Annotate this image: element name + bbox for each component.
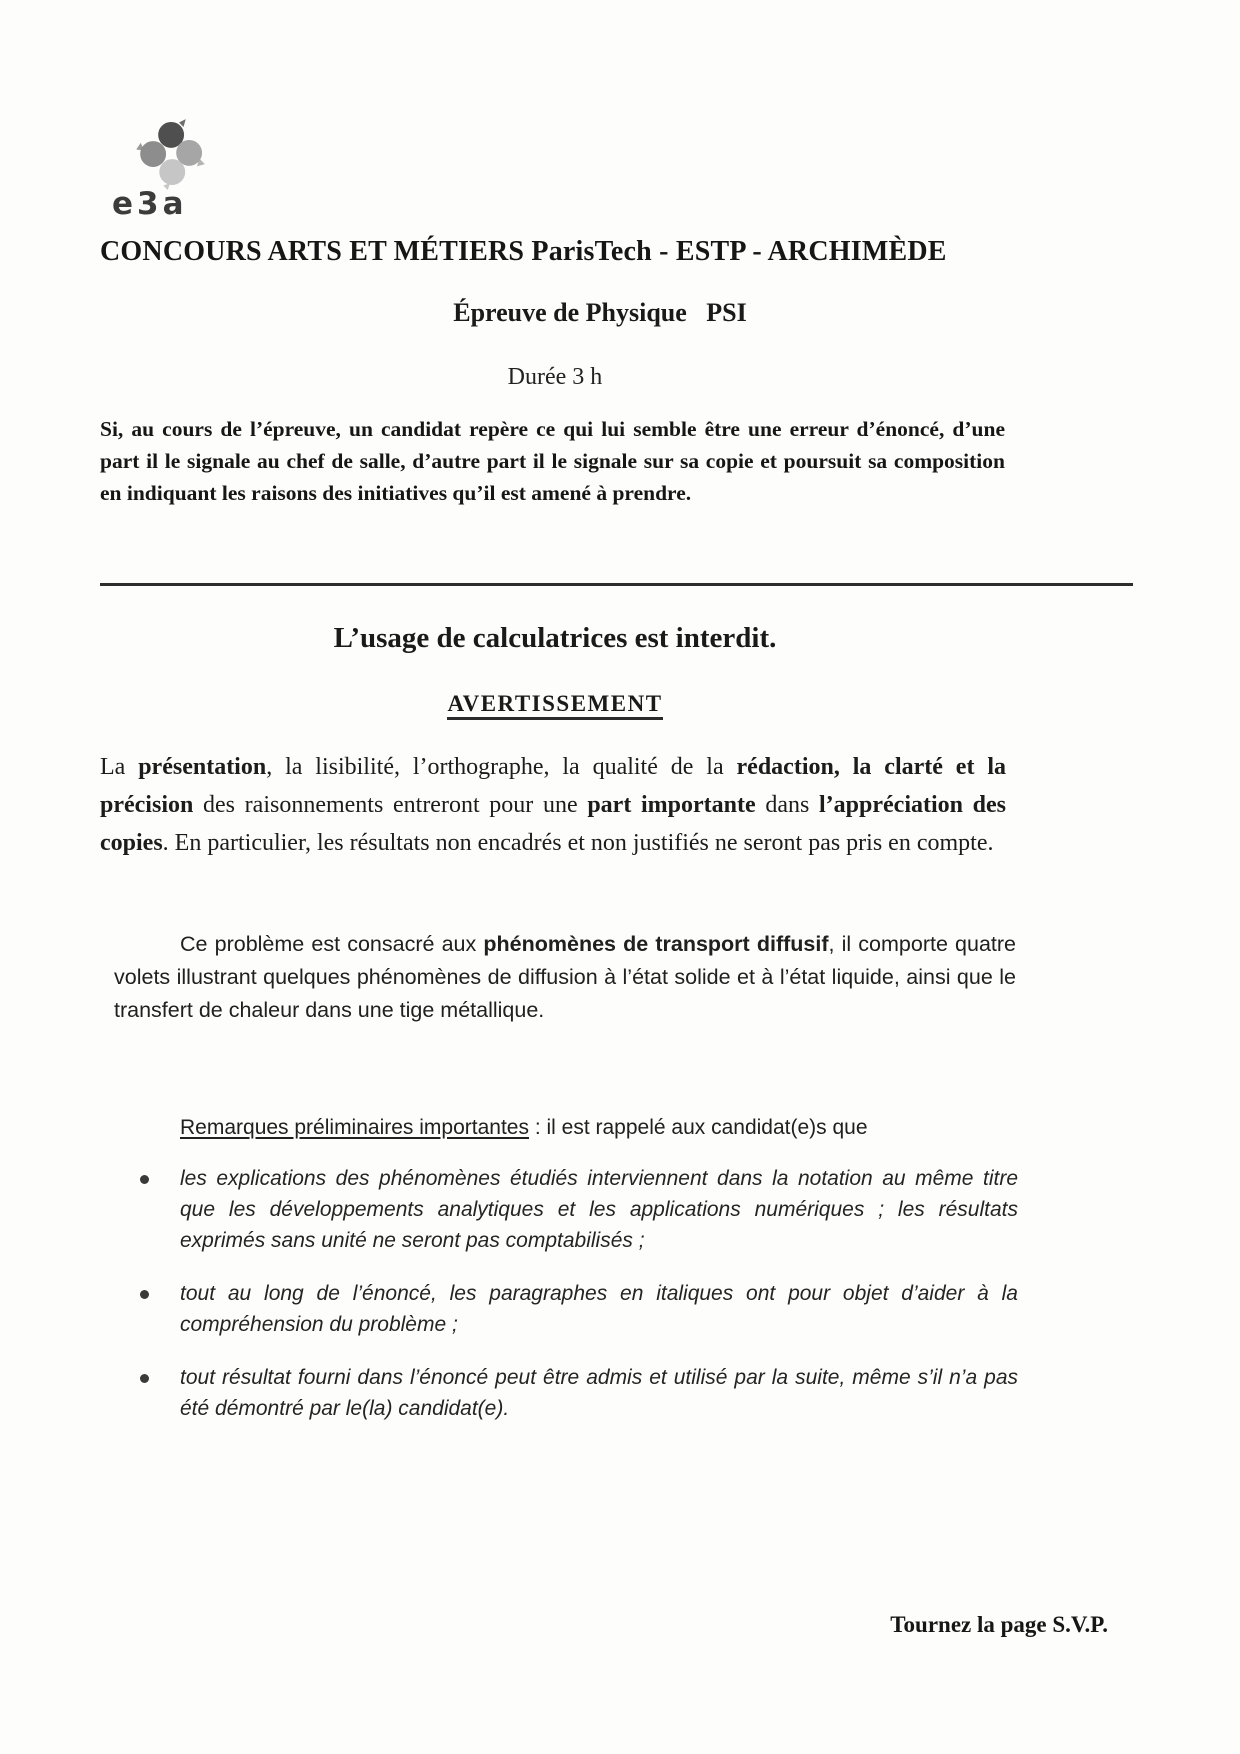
exam-subject-title: Épreuve de Physique PSI xyxy=(453,298,747,327)
page-title: CONCOURS ARTS ET MÉTIERS ParisTech - ESTP - ARCHIMÈDE xyxy=(100,236,947,267)
horizontal-divider xyxy=(100,583,1133,586)
calculator-prohibition: L’usage de calculatrices est interdit. xyxy=(333,622,777,654)
list-item: tout au long de l’énoncé, les paragraphes en italiques ont pour objet d’aider à la compréhension du problème ; xyxy=(114,1278,1018,1340)
error-report-notice: Si, au cours de l’épreuve, un candidat repère ce qui lui semble être une erreur d’énoncé, d’une part il le signale au chef de salle, d’autre part il le signale sur sa copie et poursuit sa composition en indiquant les raisons des initiatives qu’il est amené à prendre. xyxy=(100,417,1005,505)
pinwheel-circles-icon xyxy=(134,118,206,190)
list-item: tout résultat fourni dans l’énoncé peut être admis et utilisé par la suite, même s’il n’a pas été démontré par le(la) candidat(e). xyxy=(114,1362,1018,1424)
e3a-logo xyxy=(112,118,262,222)
warning-heading xyxy=(40,691,1070,717)
exam-duration: Durée 3 h xyxy=(507,364,603,390)
preliminary-remarks-heading: Remarques préliminaires importantes : il est rappelé aux candidat(e)s que xyxy=(180,1116,868,1139)
list-item: les explications des phénomènes étudiés interviennent dans la notation au même titre que les développements analytiques et les applications numériques ; les résultats exprimés sans unité ne seront pas comptabilisés ; xyxy=(114,1163,1018,1256)
turn-page-note: Tournez la page S.V.P. xyxy=(890,1612,1108,1637)
logo-wordmark: e3a xyxy=(112,186,188,222)
warning-paragraph: La présentation, la lisibilité, l’orthographe, la qualité de la rédaction, la clarté et la précision des raisonnements entreront pour une part importante dans l’appréciation des copies. En particulier, les résultats non encadrés et non justifiés ne seront pas pris en compte. xyxy=(100,754,1007,856)
problem-introduction: Ce problème est consacré aux phénomènes de transport diffusif, il comporte quatre volets illustrant quelques phénomènes de diffusion à l’état solide et à l’état liquide, ainsi que le transfert de chaleur dans une tige métallique. xyxy=(114,932,1017,1022)
warning-heading-text: AVERTISSEMENT xyxy=(447,691,662,720)
preliminary-remarks-list xyxy=(114,1163,1018,1446)
